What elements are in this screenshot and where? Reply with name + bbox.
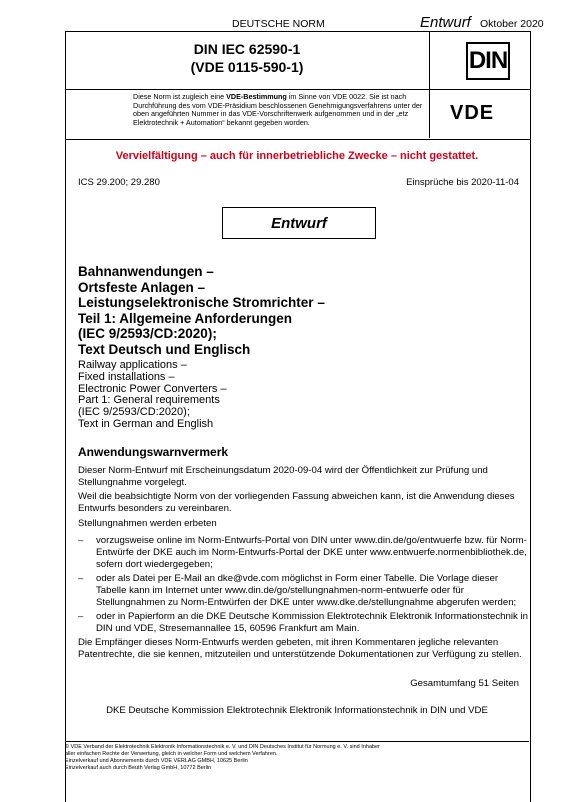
bullet-dash: – [78, 611, 84, 622]
vde-number: (VDE 0115-590-1) [190, 59, 304, 75]
list-item [78, 611, 530, 635]
list-item [78, 535, 530, 571]
list-item-text: oder in Papierform an die DKE Deutsche Kommission Elektrotechnik Elektronik Informationstechnik in DIN und VDE, Stresemannallee 15, 60596 Frankfurt am Main. [96, 611, 528, 634]
warning-paragraph: Die Empfänger dieses Norm-Entwurfs werden gebeten, mit ihren Kommentaren jegliche relevanten Patentrechte, die sie kennen, mitzuteilen und unterstützende Dokumentationen zur Verfügung zu stellen. [78, 637, 522, 660]
vde-logo: VDE [450, 102, 495, 124]
divider [66, 139, 530, 140]
reproduction-notice: Vervielfältigung – auch für innerbetriebliche Zwecke – nicht gestattet. [115, 150, 479, 162]
vde-notice [133, 93, 429, 128]
objection-deadline: Einsprüche bis 2020-11-04 [406, 177, 519, 188]
warning-paragraph: Stellungnahmen werden erbeten [78, 518, 217, 529]
bullet-dash: – [78, 535, 84, 546]
footer-line: Einzelverkauf und Abonnements durch VDE VERLAG GMBH, 10625 Berlin [65, 758, 248, 764]
ics-codes: ICS 29.200; 29.280 [78, 177, 160, 188]
entwurf-box: Entwurf [222, 207, 376, 239]
din-logo-text: DIN [468, 47, 508, 74]
footer-line: aller einfachen Rechte der Verwertung, gleich in welcher Form und welchem Verfahren. [65, 751, 278, 757]
dke-line: DKE Deutsche Kommission Elektrotechnik Elektronik Informationstechnik in DIN und VDE [106, 705, 488, 716]
copyright-footer [65, 744, 529, 772]
warning-heading: Anwendungswarnvermerk [78, 445, 229, 459]
notice-text: im Sinne von VDE 0022. Sie ist nach Durchführung des vom VDE-Präsidium beschlossenen Genehmigungsverfahrens unter der oben angeführten Nummer in das VDE-Vorschriftenwerk aufgenommen und in der „etz Elektrotechnik + Automation“ bekannt gegeben worden. [133, 92, 423, 128]
header-norm-label: DEUTSCHE NORM [232, 18, 325, 30]
din-logo [466, 42, 510, 80]
list-item-text: vorzugsweise online im Norm-Entwurfs-Portal von DIN unter www.din.de/go/entwuerfe bzw. für Norm-Entwürfe der DKE auch im Norm-Entwurfs-Portal der DKE unter www.entwuerfe.normenbibliothek.de, sofern dort wiedergegeben; [96, 535, 527, 570]
german-title: Bahnanwendungen – Ortsfeste Anlagen – Leistungselektronische Stromrichter – Teil 1: Allgemeine Anforderungen (IEC 9/2593/CD:2020); Text Deutsch und Englisch [78, 264, 325, 357]
notice-text: Diese Norm ist zugleich eine [133, 92, 227, 101]
bullet-dash: – [78, 573, 84, 584]
notice-bold: VDE-Bestimmung [226, 92, 287, 101]
warning-paragraph: Weil die beabsichtigte Norm von der vorliegenden Fassung abweichen kann, ist die Anwendung dieses Entwurfs besonders zu vereinbaren. [78, 491, 515, 514]
list-item [78, 573, 530, 609]
page-count: Gesamtumfang 51 Seiten [410, 678, 519, 689]
list-item-text: oder als Datei per E-Mail an dke@vde.com möglichst in Form einer Tabelle. Die Vorlage dieser Tabelle kann im Internet unter www.din.de/go/stellungnahmen-norm-entwuerfe oder für Stellungnahmen zu Norm-Entwürfen der DKE unter www.dke.de/stellungnahme abgerufen werden; [96, 573, 517, 608]
header-date: Oktober 2020 [480, 18, 544, 30]
footer-line: Einzelverkauf auch durch Beuth Verlag GmbH, 10772 Berlin [65, 765, 212, 771]
footer-line: © VDE Verband der Elektrotechnik Elektronik Informationstechnik e. V. und DIN Deutsches Institut für Normung e. V. sind Inhaber [65, 744, 380, 750]
footer-divider [65, 741, 529, 742]
document-number: DIN IEC 62590-1 [193, 41, 301, 57]
english-title: Railway applications – Fixed installations – Electronic Power Converters – Part 1: General requirements (IEC 9/2593/CD:2020); Text in German and English [78, 359, 227, 430]
warning-paragraph: Dieser Norm-Entwurf mit Erscheinungsdatum 2020-09-04 wird der Öffentlichkeit zur Prüfung und Stellungnahme vorgelegt. [78, 465, 488, 488]
header-entwurf-label: Entwurf [420, 14, 471, 31]
